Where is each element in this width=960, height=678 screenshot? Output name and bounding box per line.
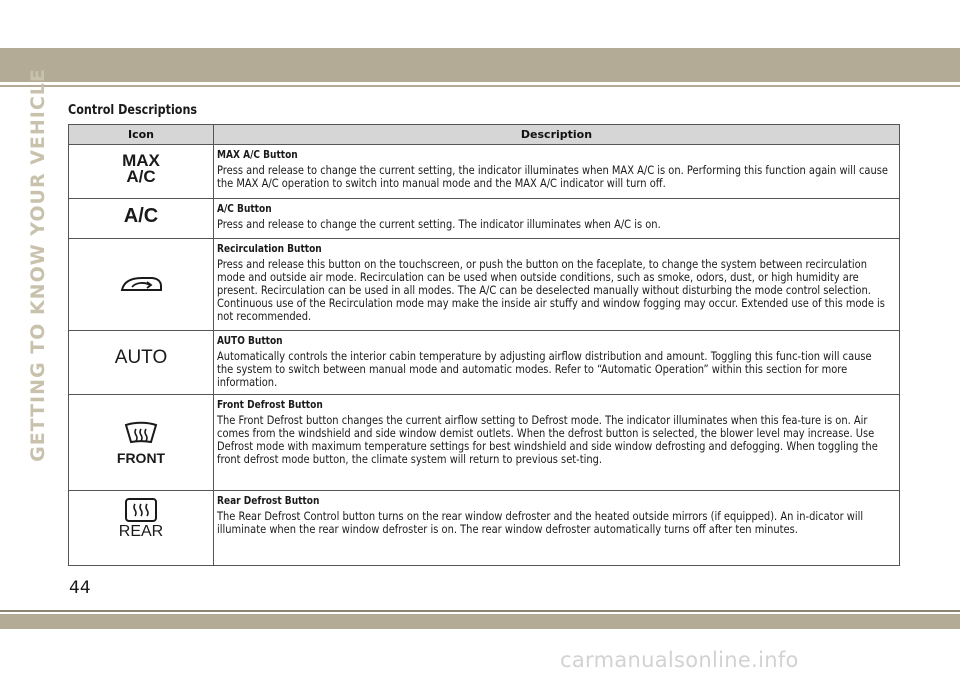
- header-icon: Icon: [69, 125, 214, 145]
- max-ac-icon: [69, 153, 213, 185]
- icon-cell: [69, 239, 214, 331]
- chapter-side-tab: [18, 68, 58, 462]
- description-cell: [214, 395, 900, 491]
- table-row: [69, 199, 900, 239]
- page-number: 44: [69, 578, 91, 598]
- description-cell: [214, 239, 900, 331]
- max-ac-icon-line2: A/C: [126, 167, 156, 186]
- front-defrost-icon-label: FRONT: [116, 449, 166, 466]
- watermark: carmanualsonline.info: [560, 648, 799, 672]
- header-rule: [0, 85, 960, 87]
- recirculation-icon-svg: [118, 274, 164, 296]
- description-cell: [214, 199, 900, 239]
- description-cell: [214, 145, 900, 199]
- header-description: Description: [214, 125, 900, 145]
- ac-icon: A/C: [123, 205, 159, 227]
- control-descriptions-table-wrap: [68, 124, 900, 566]
- icon-cell: [69, 199, 214, 239]
- row-title: Rear Defrost Button: [217, 495, 320, 507]
- footer-rule: [0, 610, 960, 612]
- rear-defrost-icon: [69, 497, 213, 541]
- chapter-side-tab-label: GETTING TO KNOW YOUR VEHICLE: [27, 68, 49, 462]
- footer-band: [0, 614, 960, 629]
- rear-defrost-icon-label: REAR: [118, 523, 164, 540]
- table-row: [69, 331, 900, 395]
- icon-cell: [69, 145, 214, 199]
- row-text: Automatically controls the interior cabin temperature by adjusting airflow distribution and amount. Toggling this func-tion will cause the system to switch between manual mode and automatic modes. Refer to “Automatic Operation” within this section for more information.: [217, 349, 872, 389]
- table-header-row: [69, 125, 900, 145]
- description-cell: [214, 491, 900, 566]
- row-text: Press and release to change the current setting. The indicator illuminates when A/C is on.: [217, 217, 661, 231]
- row-title: MAX A/C Button: [217, 149, 298, 161]
- row-text: Press and release this button on the touchscreen, or push the button on the faceplate, to change the system between recirculation mode and outside air mode. Recirculation can be used when outside conditions, such as smoke, odors, dust, or high humidity are present. Recirculation can be used in all modes. The A/C can be deselected manually without disturbing the mode control selection. Continuous use of the Recirculation mode may make the inside air stuffy and window fogging may occur. Extended use of this mode is not recommended.: [217, 257, 885, 323]
- row-text: Press and release to change the current setting, the indicator illuminates when MAX A/C is on. Performing this function again will cause the MAX A/C operation to switch into manual mode and the MAX A/C indicator will turn off.: [217, 163, 888, 190]
- row-text: The Front Defrost button changes the current airflow setting to Defrost mode. The indicator illuminates when this fea-ture is on. Air comes from the windshield and side window demist outlets. When the defrost button is selected, the blower level may increase. Use Defrost mode with maximum temperature settings for best windshield and side window defrosting and defogging. When toggling the front defrost mode button, the climate system will return to previous set-ting.: [217, 413, 878, 466]
- front-defrost-icon-svg: [123, 420, 159, 450]
- description-cell: [214, 331, 900, 395]
- max-ac-icon-line1: MAX: [122, 151, 160, 170]
- table-row: [69, 491, 900, 566]
- recirculation-icon: [69, 274, 213, 296]
- table-row: [69, 145, 900, 199]
- header-band: [0, 48, 960, 82]
- row-title: AUTO Button: [217, 335, 283, 347]
- icon-cell: [69, 395, 214, 491]
- rear-defrost-icon-svg: [124, 497, 158, 523]
- auto-icon: AUTO: [114, 347, 168, 368]
- table-row: [69, 239, 900, 331]
- front-defrost-icon: [69, 420, 213, 466]
- section-title: Control Descriptions: [68, 103, 198, 118]
- row-title: Front Defrost Button: [217, 399, 323, 411]
- icon-cell: [69, 491, 214, 566]
- control-descriptions-table: [68, 124, 900, 566]
- table-row: [69, 395, 900, 491]
- row-text: The Rear Defrost Control button turns on the rear window defroster and the heated outside mirrors (if equipped). An in-dicator will illuminate when the rear window defroster is on. The rear window defroster automatically turns off after ten minutes.: [217, 509, 864, 536]
- row-title: Recirculation Button: [217, 243, 322, 255]
- row-title: A/C Button: [217, 203, 272, 215]
- icon-cell: [69, 331, 214, 395]
